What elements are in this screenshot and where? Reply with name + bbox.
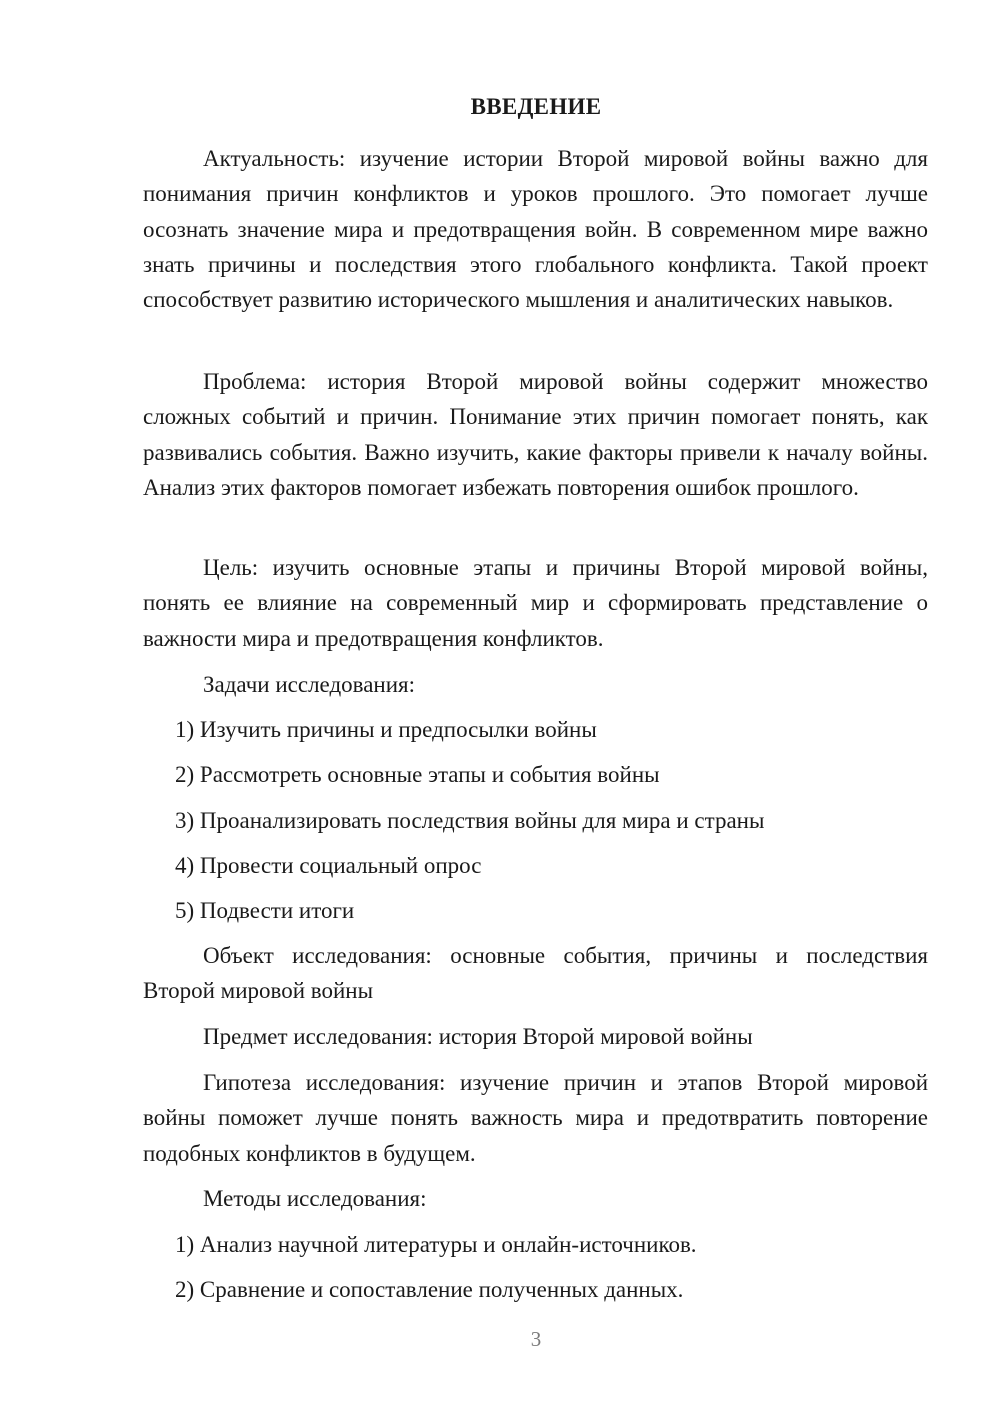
page-title: ВВЕДЕНИЕ [470,94,602,119]
paragraph-problem: Проблема: история Второй мировой войны содержит множество сложных событий и причин. Понимание этих причин помогает понять, как развивались события. Важно изучить, какие факторы привели к началу войны. Анализ этих факторов помогает избежать повторения ошибок прошлого. [143,369,928,500]
paragraph-subject: Предмет исследования: история Второй мировой войны [203,1024,753,1049]
paragraph-actuality: Актуальность: изучение истории Второй мировой войны важно для понимания причин конфликтов и уроков прошлого. Это помогает лучше осознать значение мира и предотвращения войн. В современном мире важно знать причины и последствия этого глобального конфликта. Такой проект способствует развитию исторического мышления и аналитических навыков. [143,146,928,313]
method-item: 1) Анализ научной литературы и онлайн-источников. [175,1232,697,1257]
task-item: 4) Провести социальный опрос [175,853,482,878]
task-item: 1) Изучить причины и предпосылки войны [175,717,597,742]
paragraph-goal: Цель: изучить основные этапы и причины Второй мировой войны, понять ее влияние на современный мир и сформировать представление о важности мира и предотвращения конфликтов. [143,555,928,651]
method-item: 2) Сравнение и сопоставление полученных данных. [175,1277,684,1302]
task-item: 3) Проанализировать последствия войны для мира и страны [175,808,765,833]
task-item: 5) Подвести итоги [175,898,355,923]
paragraph-hypothesis: Гипотеза исследования: изучение причин и этапов Второй мировой войны поможет лучше понять важность мира и предотвратить повторение подобных конфликтов в будущем. [143,1070,928,1166]
paragraph-object: Объект исследования: основные события, причины и последствия Второй мировой войны [143,943,928,1004]
task-item: 2) Рассмотреть основные этапы и события войны [175,762,660,787]
page-number: 3 [530,1327,542,1351]
tasks-heading: Задачи исследования: [203,672,416,697]
methods-heading: Методы исследования: [203,1186,427,1211]
